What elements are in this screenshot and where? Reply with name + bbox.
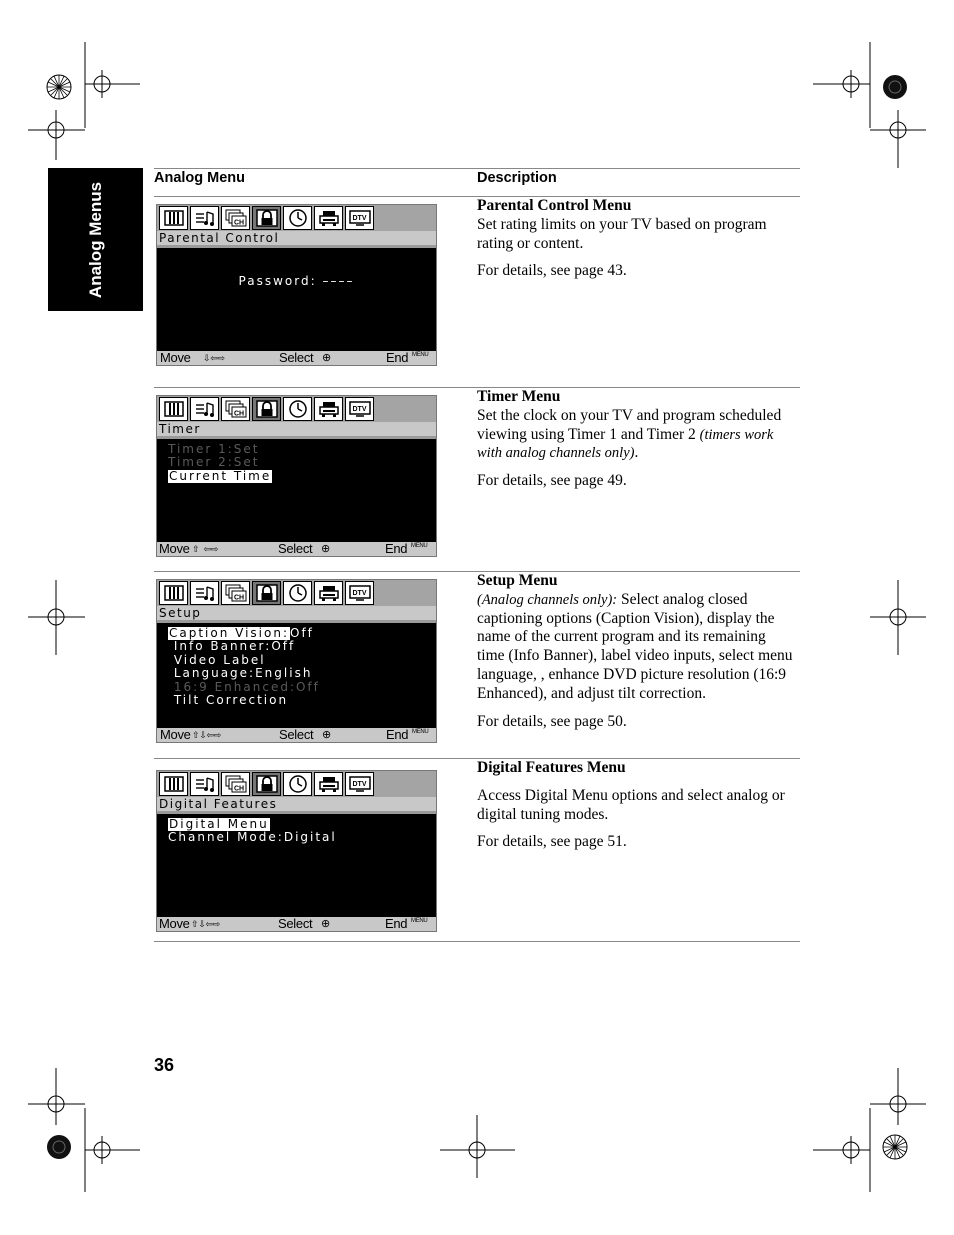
language-value: English	[255, 666, 313, 681]
section-side-tab	[48, 168, 143, 311]
description-body: Set rating limits on your TV based on program rating or content.	[477, 215, 767, 252]
timer-2-item: Timer 2:Set	[168, 455, 260, 470]
tv-menu-footer	[157, 351, 436, 365]
description-title: Digital Features Menu	[477, 759, 626, 776]
info-banner-value: Off	[271, 639, 296, 654]
description-body: Set the clock on your TV and program scheduled viewing using Timer 1 and Timer 2	[477, 406, 782, 443]
dtv-icon	[345, 206, 374, 230]
video-icon	[159, 772, 188, 796]
parental-lock-icon	[252, 397, 281, 421]
footer-end: End	[386, 727, 409, 742]
setup-icon	[314, 581, 343, 605]
select-button-icon: ⊕	[322, 352, 331, 364]
move-arrows-icon: ⇧ ⇦⇨	[192, 544, 219, 554]
description-details: For details, see page 43.	[477, 262, 627, 280]
footer-select: Select	[278, 541, 313, 556]
footer-end: End	[385, 916, 408, 931]
digital-features-menu-screenshot	[156, 770, 437, 932]
setup-description	[477, 572, 797, 731]
move-arrows-icon: ⇧⇩⇦⇨	[192, 730, 221, 740]
setup-icon	[314, 772, 343, 796]
description-note: (timers work with analog channels only)	[477, 426, 774, 462]
current-time-item: Current Time	[169, 468, 272, 483]
video-label-item: Video Label	[173, 652, 266, 667]
timer-clock-icon	[283, 206, 312, 230]
footer-end: End	[385, 541, 408, 556]
menu-button-icon: MENU	[411, 918, 428, 924]
footer-move: Move	[160, 727, 191, 742]
description-title: Setup Menu	[477, 572, 558, 589]
move-arrows-icon: ⇩⇦⇨	[203, 353, 225, 363]
channel-icon	[221, 772, 250, 796]
tv-menu-footer	[157, 542, 436, 556]
dtv-icon	[345, 397, 374, 421]
setup-icon	[314, 206, 343, 230]
menu-button-icon: MENU	[412, 729, 429, 735]
description-note: (Analog channels only):	[477, 591, 618, 608]
channel-mode-value: Digital	[283, 830, 337, 845]
table-bottom-rule	[154, 941, 800, 942]
tv-menu-title: Parental Control	[157, 231, 436, 248]
video-icon	[159, 206, 188, 230]
caption-vision-value: Off	[290, 626, 314, 640]
footer-move: Move	[159, 916, 190, 931]
tv-menu-footer	[157, 917, 436, 931]
video-icon	[159, 397, 188, 421]
description-title: Timer Menu	[477, 388, 561, 405]
setup-menu-screenshot	[156, 579, 437, 743]
tv-menu-title: Setup	[157, 606, 436, 623]
tv-menu-footer	[157, 728, 436, 742]
footer-select: Select	[279, 727, 314, 742]
info-banner-label: Info Banner:	[173, 639, 272, 654]
menu-icon-bar	[157, 205, 436, 231]
channel-icon-text: CH	[233, 594, 244, 602]
column-header-description: Description	[477, 170, 557, 186]
page-number: 36	[154, 1055, 175, 1075]
parental-lock-icon	[252, 772, 281, 796]
timer-clock-icon	[283, 772, 312, 796]
audio-icon	[190, 581, 219, 605]
timer-description	[477, 388, 797, 491]
audio-icon	[190, 772, 219, 796]
audio-icon	[190, 206, 219, 230]
description-details: For details, see page 50.	[477, 712, 627, 730]
channel-icon-text: CH	[233, 219, 244, 227]
footer-select: Select	[278, 916, 313, 931]
setup-icon	[314, 397, 343, 421]
channel-icon-text: CH	[233, 410, 244, 418]
footer-move: Move	[160, 350, 191, 365]
menu-icon-bar	[157, 580, 436, 606]
parental-lock-icon	[252, 581, 281, 605]
timer-clock-icon	[283, 581, 312, 605]
enhanced-16-9-item: 16:9 Enhanced:Off	[173, 679, 320, 694]
channel-icon	[221, 206, 250, 230]
parental-lock-icon	[252, 206, 281, 230]
section-side-tab-label: Analog Menus	[85, 181, 105, 298]
menu-icon-bar	[157, 771, 436, 797]
parental-control-menu-screenshot	[156, 204, 437, 366]
password-prompt: Password: ––––	[238, 274, 355, 288]
channel-icon	[221, 397, 250, 421]
dtv-icon-text: DTV	[352, 781, 366, 788]
digital-menu-item: Digital Menu	[169, 817, 269, 831]
dtv-icon	[345, 581, 374, 605]
dtv-icon-text: DTV	[352, 215, 366, 222]
dtv-icon-text: DTV	[352, 590, 366, 597]
tv-menu-title: Timer	[157, 422, 436, 439]
digital-features-description	[477, 759, 797, 852]
table-top-rule	[154, 168, 800, 169]
menu-button-icon: MENU	[411, 543, 428, 549]
select-button-icon: ⊕	[322, 729, 331, 741]
timer-menu-screenshot	[156, 395, 437, 557]
channel-mode-label: Channel Mode:	[168, 830, 284, 845]
description-details: For details, see page 49.	[477, 472, 627, 490]
timer-clock-icon	[283, 397, 312, 421]
caption-vision-label: Caption Vision:	[169, 626, 290, 640]
description-details: For details, see page 51.	[477, 833, 627, 851]
description-body-wrap: Set the clock on your TV and program scheduled viewing using Timer 1 and Timer 2 (timers work with analog channels only).	[477, 406, 782, 462]
parental-control-description	[477, 197, 797, 281]
footer-end: End	[386, 350, 409, 365]
channel-icon-text: CH	[233, 785, 244, 793]
footer-select: Select	[279, 350, 314, 365]
description-body: Select analog closed captioning options (Caption Vision), display the name of the current program and its remaining time (Info Banner), label video inputs, select menu language, , enhance DVD picture resolution (16:9 Enhanced), and adjust tilt correction.	[477, 590, 793, 702]
description-body: Access Digital Menu options and select analog or digital tuning modes.	[477, 786, 785, 823]
column-header-menu: Analog Menu	[154, 170, 246, 186]
menu-button-icon: MENU	[412, 352, 429, 358]
channel-icon	[221, 581, 250, 605]
dtv-icon	[345, 772, 374, 796]
move-arrows-icon: ⇧⇩⇦⇨	[191, 919, 220, 929]
description-title: Parental Control Menu	[477, 197, 632, 214]
footer-move: Move	[159, 541, 190, 556]
video-icon	[159, 581, 188, 605]
timer-1-item: Timer 1:Set	[168, 442, 260, 456]
language-label: Language:	[173, 666, 256, 681]
description-body-wrap	[477, 591, 797, 704]
menu-icon-bar	[157, 396, 436, 422]
tilt-correction-item: Tilt Correction	[173, 693, 289, 708]
dtv-icon-text: DTV	[352, 406, 366, 413]
tv-menu-title: Digital Features	[157, 797, 436, 814]
audio-icon	[190, 397, 219, 421]
select-button-icon: ⊕	[321, 918, 330, 930]
select-button-icon: ⊕	[321, 543, 330, 555]
